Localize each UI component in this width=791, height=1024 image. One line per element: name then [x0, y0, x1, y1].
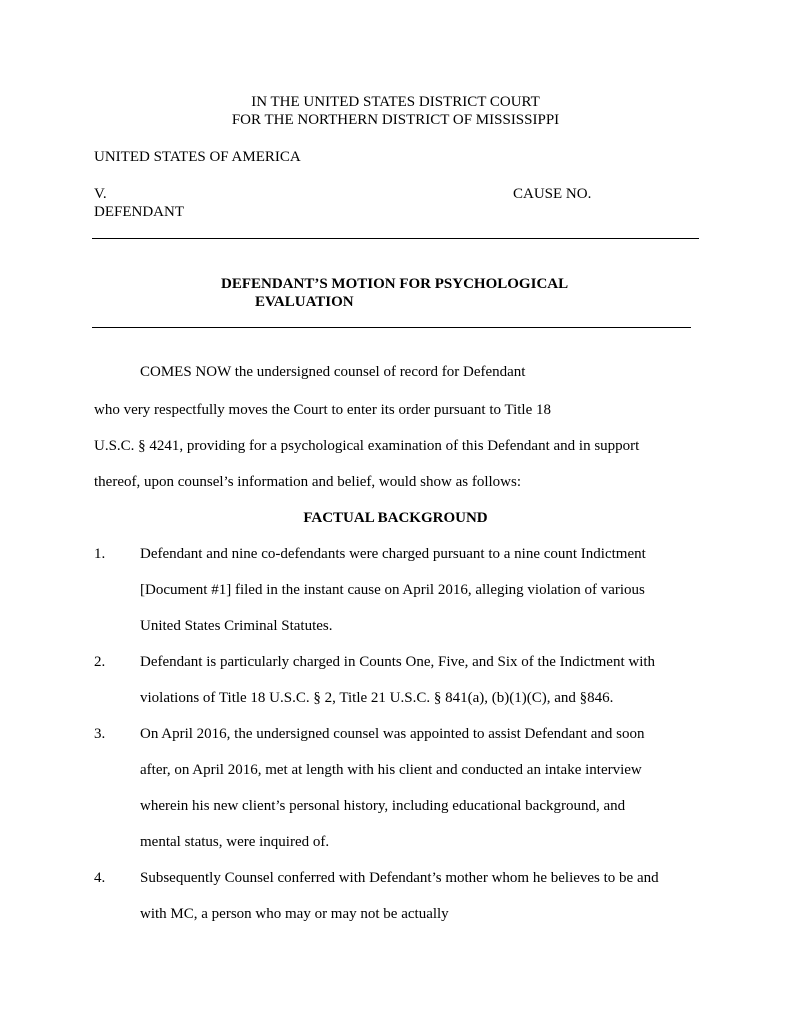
item-4-line-2: with MC, a person who may or may not be actually [140, 906, 449, 922]
item-3-line-1: On April 2016, the undersigned counsel was appointed to assist Defendant and soon [140, 726, 645, 742]
court-name-line2: FOR THE NORTHERN DISTRICT OF MISSISSIPPI [231, 112, 560, 128]
versus-label: V. [94, 186, 107, 202]
cause-number-label: CAUSE NO. [513, 186, 592, 202]
motion-title-line1: DEFENDANT’S MOTION FOR PSYCHOLOGICAL [221, 276, 569, 292]
motion-title-line2: EVALUATION [255, 294, 354, 310]
intro-line-3: U.S.C. § 4241, providing for a psychological examination of this Defendant and in support [94, 438, 640, 454]
section-heading: FACTUAL BACKGROUND [303, 510, 488, 526]
item-2-line-2: violations of Title 18 U.S.C. § 2, Title 21 U.S.C. § 841(a), (b)(1)(C), and §846. [140, 690, 614, 706]
item-2-line-1: Defendant is particularly charged in Counts One, Five, and Six of the Indictment with [140, 654, 656, 670]
title-divider [92, 327, 691, 328]
intro-line-4: thereof, upon counsel’s information and belief, would show as follows: [94, 474, 522, 490]
defendant-label: DEFENDANT [94, 204, 184, 220]
item-4-line-1: Subsequently Counsel conferred with Defendant’s mother whom he believes to be and [140, 870, 659, 886]
intro-line-1: COMES NOW the undersigned counsel of record for Defendant [140, 364, 526, 380]
intro-line-2: who very respectfully moves the Court to enter its order pursuant to Title 18 [94, 402, 552, 418]
item-1-line-1: Defendant and nine co-defendants were charged pursuant to a nine count Indictment [140, 546, 646, 562]
item-number: 4. [94, 870, 106, 886]
item-number: 3. [94, 726, 106, 742]
item-3-line-4: mental status, were inquired of. [140, 834, 330, 850]
court-name-line1: IN THE UNITED STATES DISTRICT COURT [251, 94, 540, 110]
item-1-line-2: [Document #1] filed in the instant cause on April 2016, alleging violation of various [140, 582, 645, 598]
item-3-line-2: after, on April 2016, met at length with his client and conducted an intake interview [140, 762, 642, 778]
caption-divider [92, 238, 699, 239]
item-1-line-3: United States Criminal Statutes. [140, 618, 333, 634]
item-number: 1. [94, 546, 106, 562]
plaintiff-name: UNITED STATES OF AMERICA [94, 149, 301, 165]
item-number: 2. [94, 654, 106, 670]
item-3-line-3: wherein his new client’s personal history, including educational background, and [140, 798, 626, 814]
